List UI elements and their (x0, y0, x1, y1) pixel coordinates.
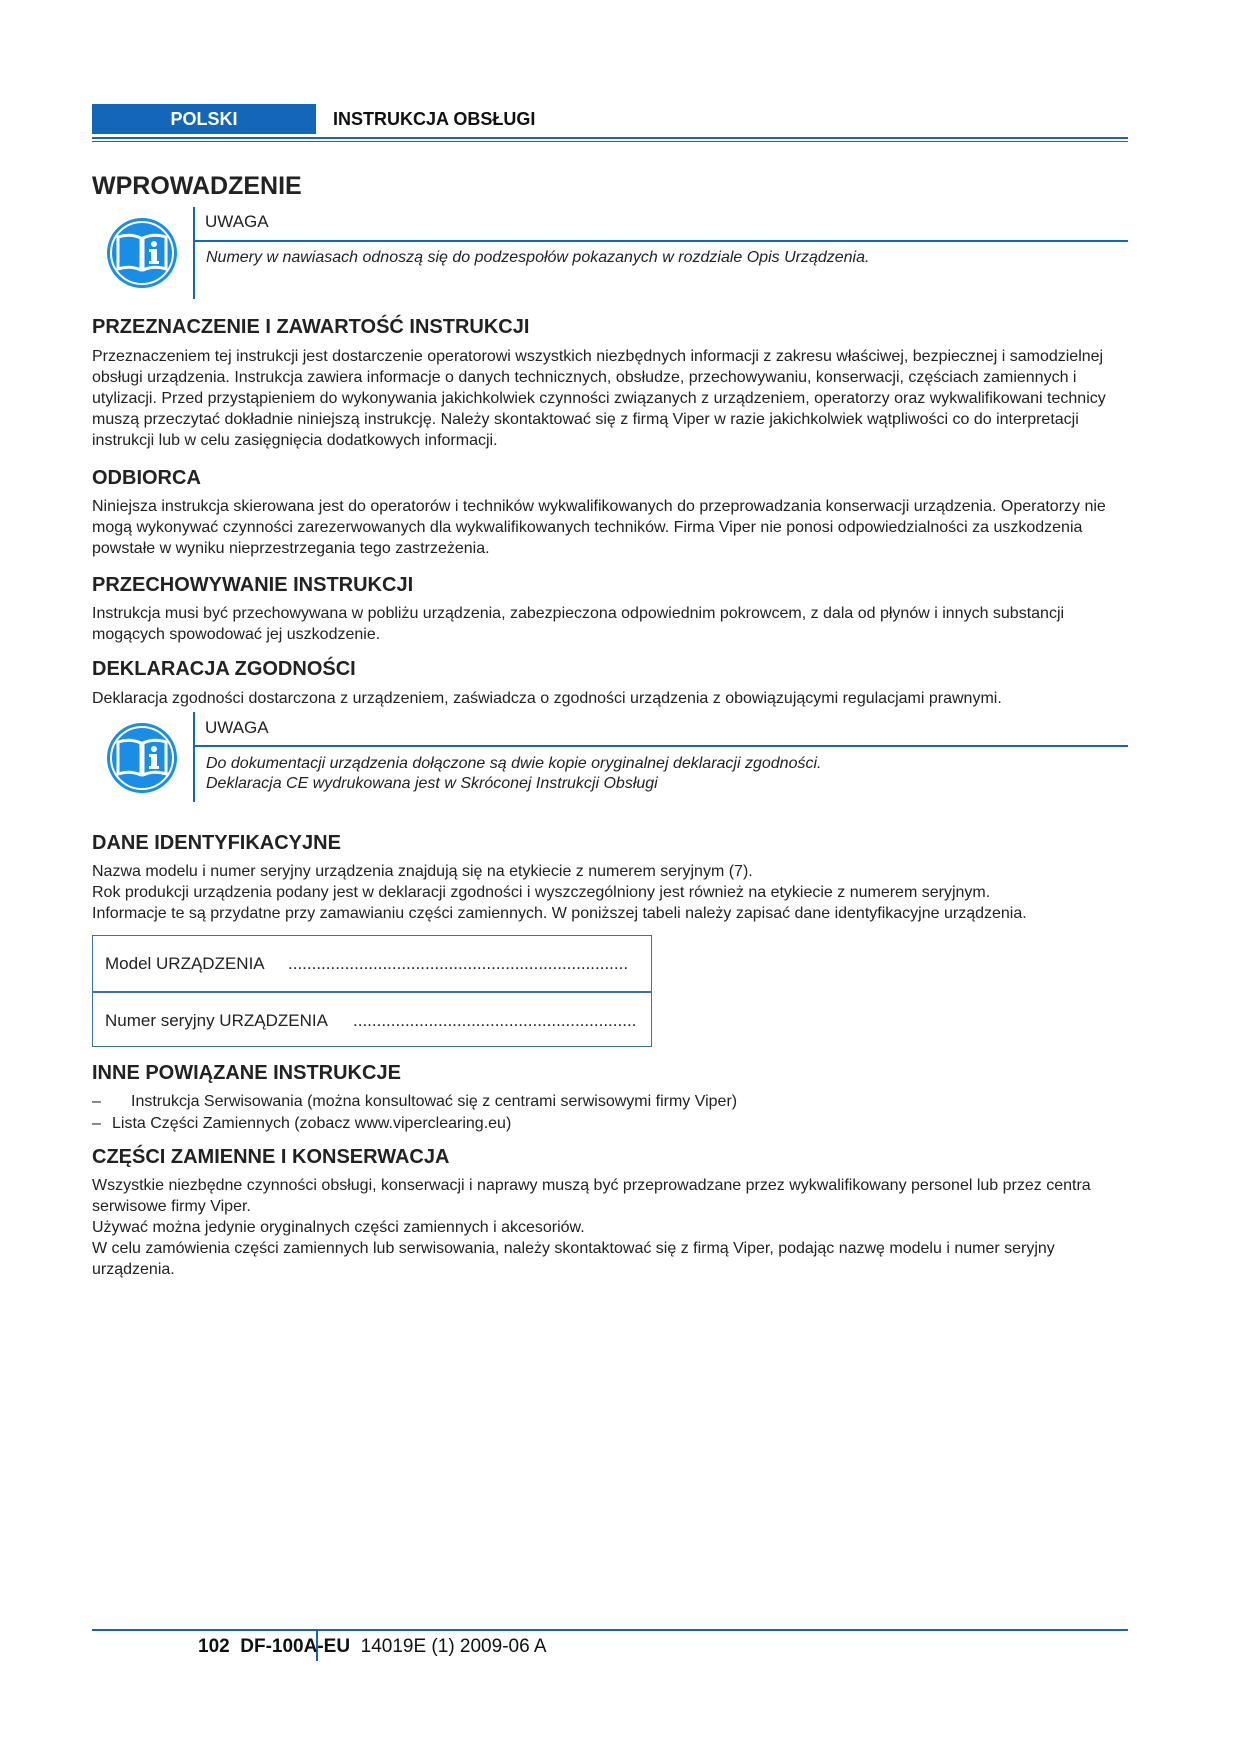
note-label: UWAGA (205, 718, 269, 737)
model-row[interactable] (93, 936, 651, 991)
identification-heading: DANE IDENTYFIKACYJNE (92, 832, 341, 854)
spare-parts-body (92, 1175, 1126, 1280)
list-item-text: Instrukcja Serwisowania (można konsultować się z centrami serwisowymi firmy Viper) (131, 1093, 738, 1110)
note-rule (195, 240, 1128, 242)
language-tab: POLSKI (92, 104, 316, 134)
document-title: INSTRUKCJA OBSŁUGI (333, 109, 536, 129)
identification-line: Rok produkcji urządzenia podany jest w deklaracji zgodności i wyszczególniony jest również na etykiecie z numerem seryjnym. (92, 884, 991, 901)
footer-rule (92, 1629, 1128, 1631)
serial-fill-line[interactable]: ............................................................ (353, 1011, 637, 1030)
purpose-body: Przeznaczeniem tej instrukcji jest dostarczenie operatorowi wszystkich niezbędnych informacji z zakresu właściwej, bezpiecznej i samodzielnej obsługi urządzenia. Instrukcja zawiera informacje o danych technicznych, obsłudze, przechowywaniu, konserwacji, częściach zamiennych i utylizacji. Przed przystąpieniem do wykonywania jakichkolwiek czynności związanych z urządzeniem, operatorzy oraz wykwalifikowani technicy muszą przeczytać dokładnie niniejszą instrukcję. Należy skontaktować się z firmą Viper w razie jakichkolwiek wątpliwości co do interpretacji instrukcji lub w celu zasięgnięcia dodatkowych informacji. (92, 348, 1106, 449)
footer (198, 1636, 547, 1658)
model-label: Model URZĄDZENIA (105, 954, 265, 973)
note-text: Numery w nawiasach odnoszą się do podzespołów pokazanych w rozdziale Opis Urządzenia. (206, 249, 870, 266)
recipient-body: Niniejsza instrukcja skierowana jest do operatorów i techników wykwalifikowanych do przeprowadzania konserwacji urządzenia. Operatorzy nie mogą wykonywać czynności zarezerwowanych dla wykwalifikowanych techników. Firma Viper nie ponosi odpowiedzialności za uszkodzenia powstałe w wyniku nieprzestrzegania tego zastrzeżenia. (92, 498, 1106, 557)
note-label: UWAGA (205, 212, 269, 231)
manual-info-icon (106, 217, 178, 289)
model-code: DF-100A-EU (240, 1636, 351, 1657)
storage-body: Instrukcja musi być przechowywana w pobliżu urządzenia, zabezpieczona odpowiednim pokrowcem, z dala od płynów i innych substancji mogących spowodować jej uszkodzenie. (92, 605, 1065, 643)
other-manuals-heading: INNE POWIĄZANE INSTRUKCJE (92, 1062, 401, 1084)
identification-body (92, 861, 1152, 924)
note-text-line: Deklaracja CE wydrukowana jest w Skróconej Instrukcji Obsługi (206, 775, 658, 792)
spare-parts-line: Wszystkie niezbędne czynności obsługi, konserwacji i naprawy muszą być przeprowadzane przez wykwalifikowany personel lub przez centra serwisowe firmy Viper. (92, 1177, 1091, 1215)
list-dash: – (92, 1093, 101, 1110)
note-text-line: Do dokumentacji urządzenia dołączone są dwie kopie oryginalnej deklaracji zgodności. (206, 755, 822, 772)
identification-line: Informacje te są przydatne przy zamawianiu części zamiennych. W poniższej tabeli należy zapisać dane identyfikacyjne urządzenia. (92, 905, 1027, 922)
list-dash: – (92, 1115, 101, 1132)
other-manuals-list (92, 1091, 737, 1135)
header-rule-thin (92, 141, 1128, 142)
intro-heading: WPROWADZENIE (92, 172, 302, 200)
storage-heading: PRZECHOWYWANIE INSTRUKCJI (92, 574, 414, 596)
serial-row[interactable] (93, 993, 651, 1048)
note-divider (193, 712, 195, 802)
list-item (92, 1091, 737, 1113)
manual-info-icon (106, 722, 178, 794)
note-text (206, 754, 821, 794)
purpose-heading: PRZEZNACZENIE I ZAWARTOŚĆ INSTRUKCJI (92, 316, 530, 338)
identification-table (92, 935, 652, 1047)
identification-line: Nazwa modelu i numer seryjny urządzenia znajdują się na etykiecie z numerem seryjnym (7). (92, 863, 753, 880)
spare-parts-heading: CZĘŚCI ZAMIENNE I KONSERWACJA (92, 1146, 450, 1168)
declaration-heading: DEKLARACJA ZGODNOŚCI (92, 658, 356, 680)
model-fill-line[interactable]: ........................................................................ (288, 954, 629, 973)
note-rule (195, 745, 1128, 747)
page-number: 102 (198, 1636, 230, 1657)
spare-parts-line: W celu zamówienia części zamiennych lub serwisowania, należy skontaktować się z firmą Viper, podając nazwę modelu i numer seryjny urządzenia. (92, 1240, 1055, 1278)
declaration-body: Deklaracja zgodności dostarczona z urządzeniem, zaświadcza o zgodności urządzenia z obowiązującymi regulacjami prawnymi. (92, 690, 1002, 707)
recipient-heading: ODBIORCA (92, 467, 201, 489)
list-item (92, 1113, 737, 1135)
note-divider (193, 207, 195, 299)
spare-parts-line: Używać można jedynie oryginalnych części zamiennych i akcesoriów. (92, 1219, 585, 1236)
list-item-text: Lista Części Zamiennych (zobacz www.viperclearing.eu) (112, 1115, 512, 1132)
serial-label: Numer seryjny URZĄDZENIA (105, 1011, 328, 1030)
document-code: 14019E (1) 2009-06 A (360, 1636, 547, 1657)
header-rule (92, 137, 1128, 139)
